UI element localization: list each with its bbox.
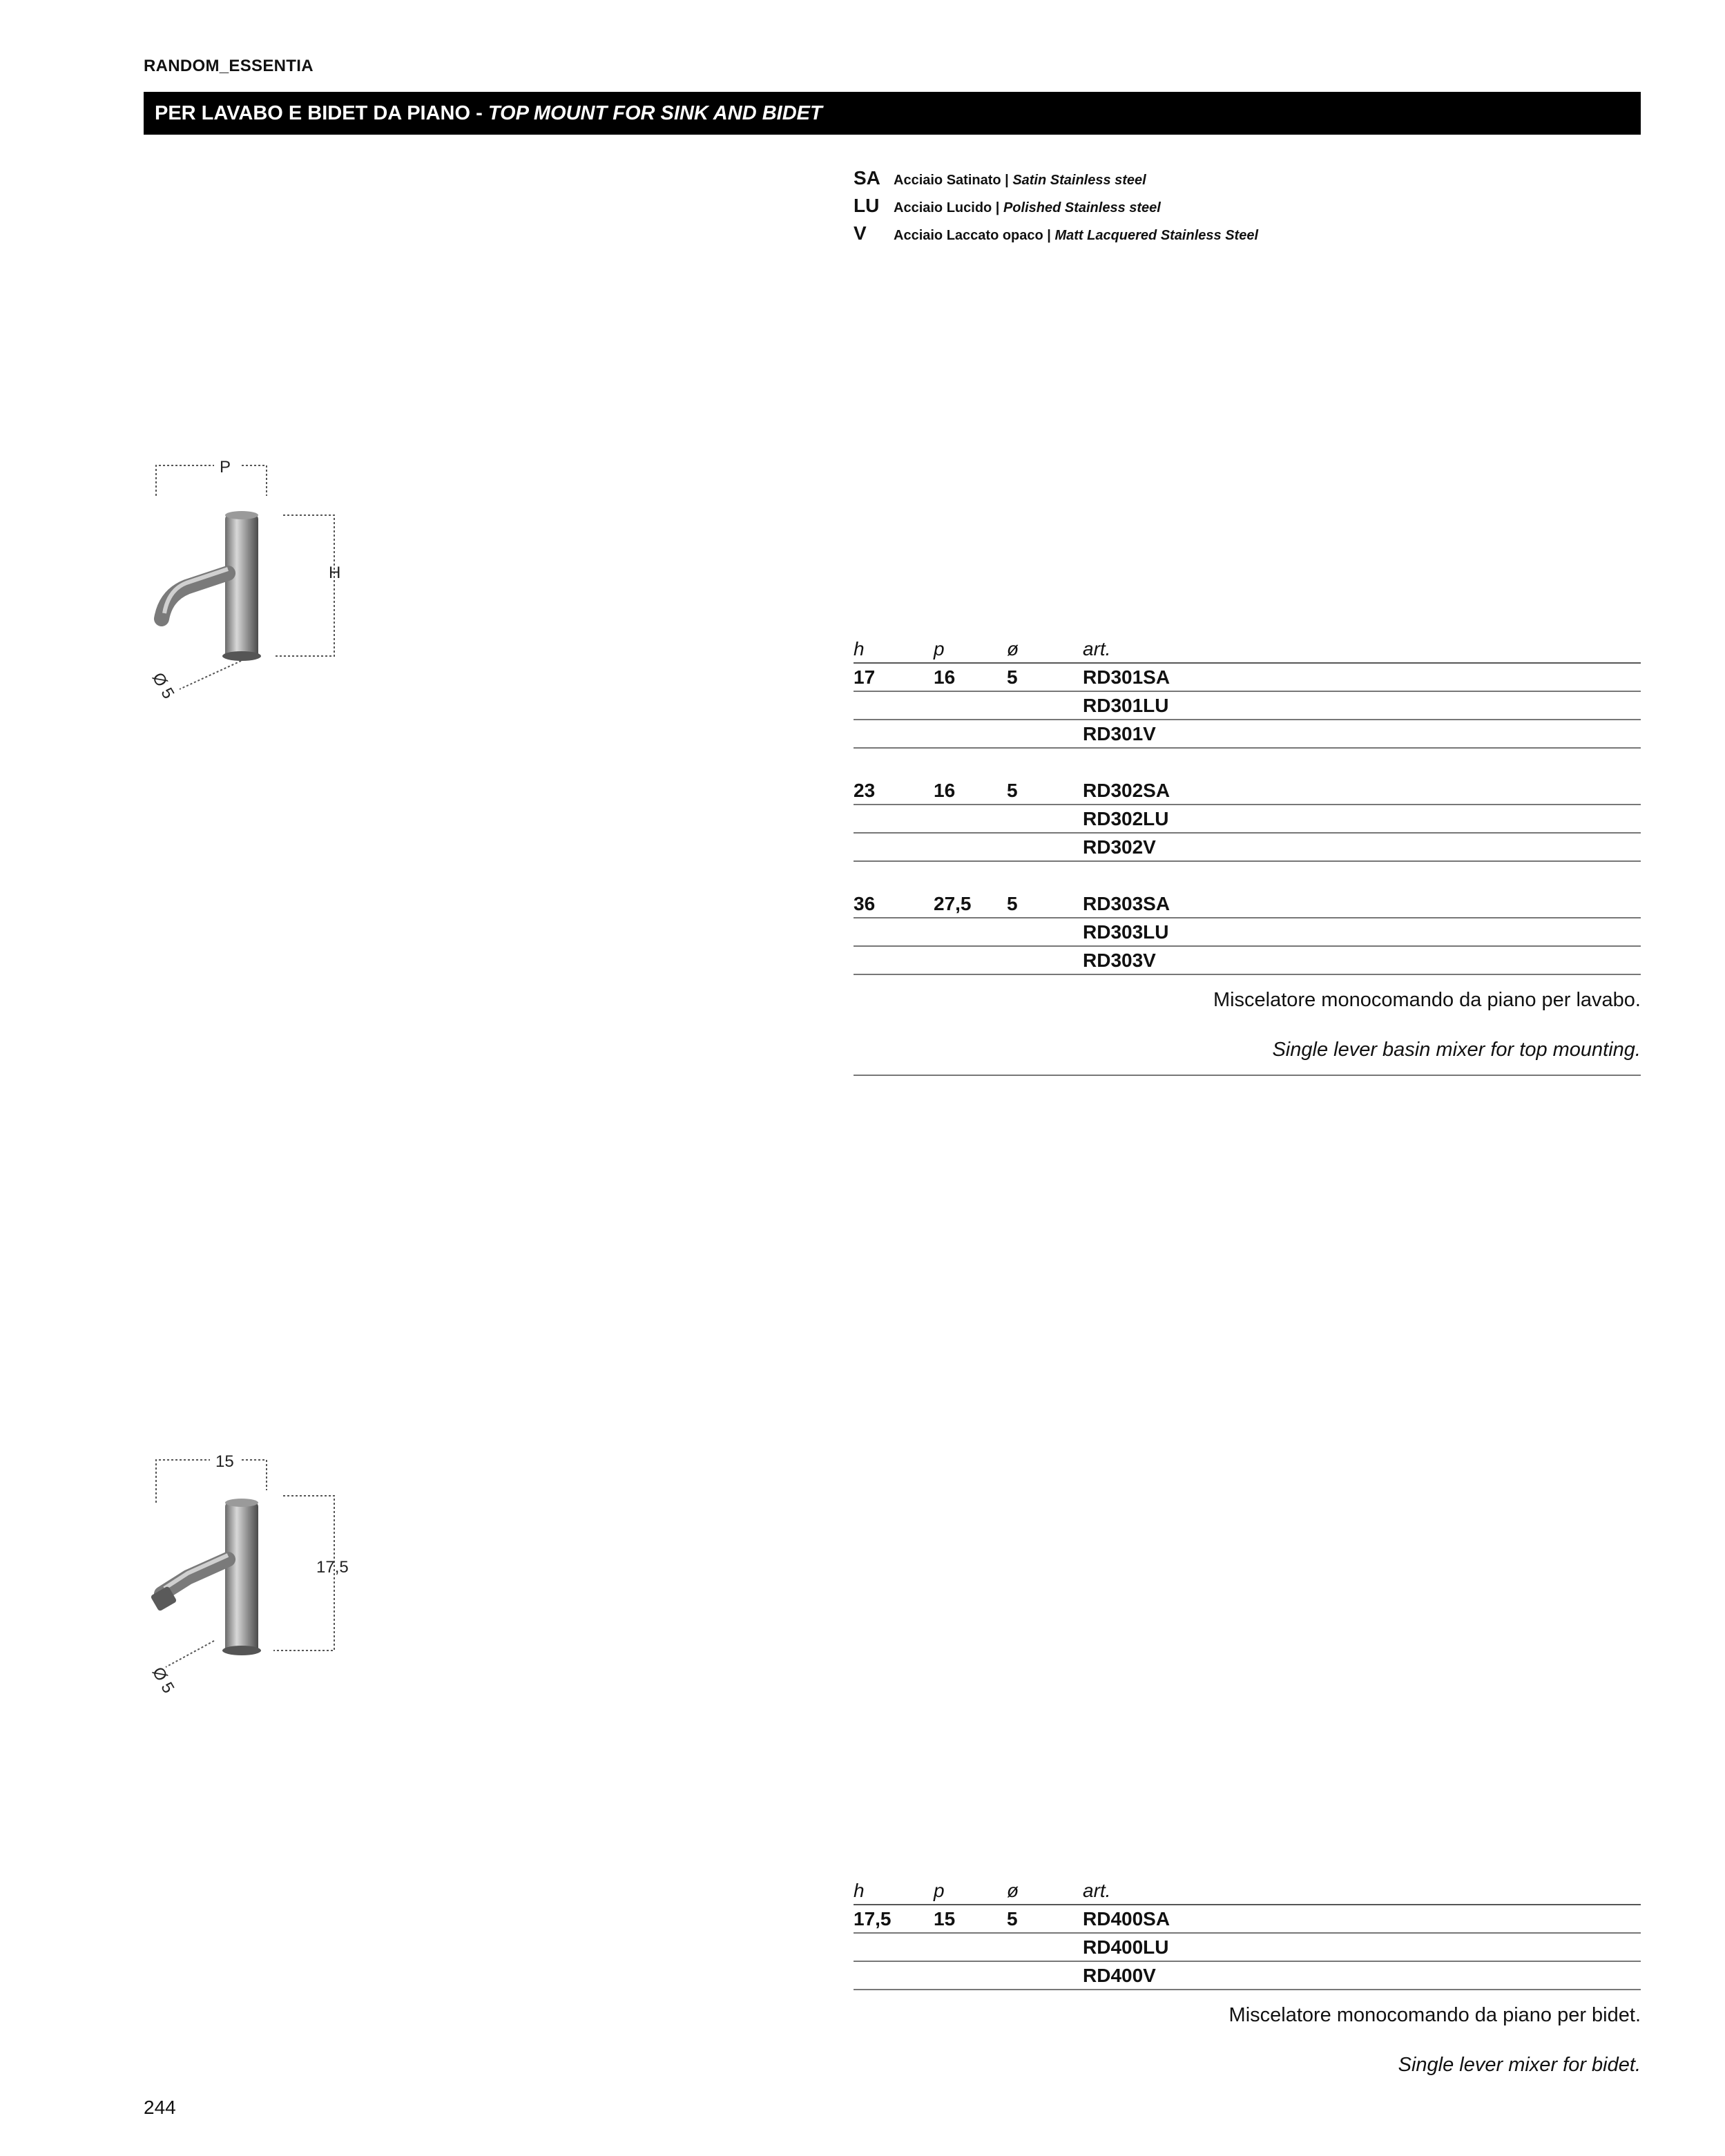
table-row: RD303V — [854, 947, 1641, 975]
table-row: RD302LU — [854, 805, 1641, 834]
finish-desc: Acciaio Laccato opaco | Matt Lacquered Stainless Steel — [894, 228, 1258, 243]
description-en: Single lever mixer for bidet. — [1398, 2054, 1641, 2076]
page-number: 244 — [144, 2097, 176, 2118]
dim-label-d: Ø 5 — [148, 1664, 178, 1697]
dim-label-h: H — [329, 564, 341, 582]
dim-label-d: Ø 5 — [148, 669, 178, 702]
table-row: RD400LU — [854, 1934, 1641, 1962]
dim-label-p: P — [220, 458, 231, 477]
finish-code: LU — [854, 195, 880, 216]
finish-item — [854, 167, 1258, 195]
finish-legend — [854, 167, 1258, 250]
table-row: RD400V — [854, 1962, 1641, 1990]
banner-main: PER LAVABO E BIDET DA PIANO - — [155, 102, 483, 124]
table-row: RD302V — [854, 834, 1641, 862]
bidet-mixer-drawing — [138, 1436, 373, 1713]
description-it: Miscelatore monocomando da piano per lavabo. — [1213, 989, 1641, 1011]
finish-code: SA — [854, 167, 880, 189]
description-en: Single lever basin mixer for top mounting. — [854, 1025, 1641, 1076]
finish-item — [854, 222, 1258, 250]
description-it: Miscelatore monocomando da piano per bidet. — [1228, 2004, 1641, 2026]
dim-label-p: 15 — [215, 1452, 234, 1471]
banner-italic: TOP MOUNT FOR SINK AND BIDET — [488, 102, 822, 124]
section-banner — [144, 92, 1641, 135]
table-row: 17 16 5 RD301SA — [854, 664, 1641, 692]
table-row: RD303LU — [854, 918, 1641, 947]
table-header: h p ø art. — [854, 1877, 1641, 1905]
table-spacer — [854, 862, 1641, 890]
table-row: RD301LU — [854, 692, 1641, 720]
table-row: 36 27,5 5 RD303SA — [854, 890, 1641, 918]
basin-mixer-drawing — [138, 442, 373, 718]
table-row: 17,5 15 5 RD400SA — [854, 1905, 1641, 1934]
finish-desc: Acciaio Lucido | Polished Stainless steel — [894, 200, 1161, 215]
basin-mixer-table — [854, 635, 1641, 1076]
table-row: 23 16 5 RD302SA — [854, 777, 1641, 805]
bidet-mixer-table — [854, 1877, 1641, 2090]
table-row: RD301V — [854, 720, 1641, 749]
brand-title: RANDOM_ESSENTIA — [144, 57, 314, 75]
table-header: h p ø art. — [854, 635, 1641, 664]
finish-code: V — [854, 222, 867, 244]
finish-item — [854, 195, 1258, 222]
dim-label-h: 17,5 — [316, 1558, 349, 1577]
table-spacer — [854, 749, 1641, 777]
finish-desc: Acciaio Satinato | Satin Stainless steel — [894, 173, 1146, 188]
